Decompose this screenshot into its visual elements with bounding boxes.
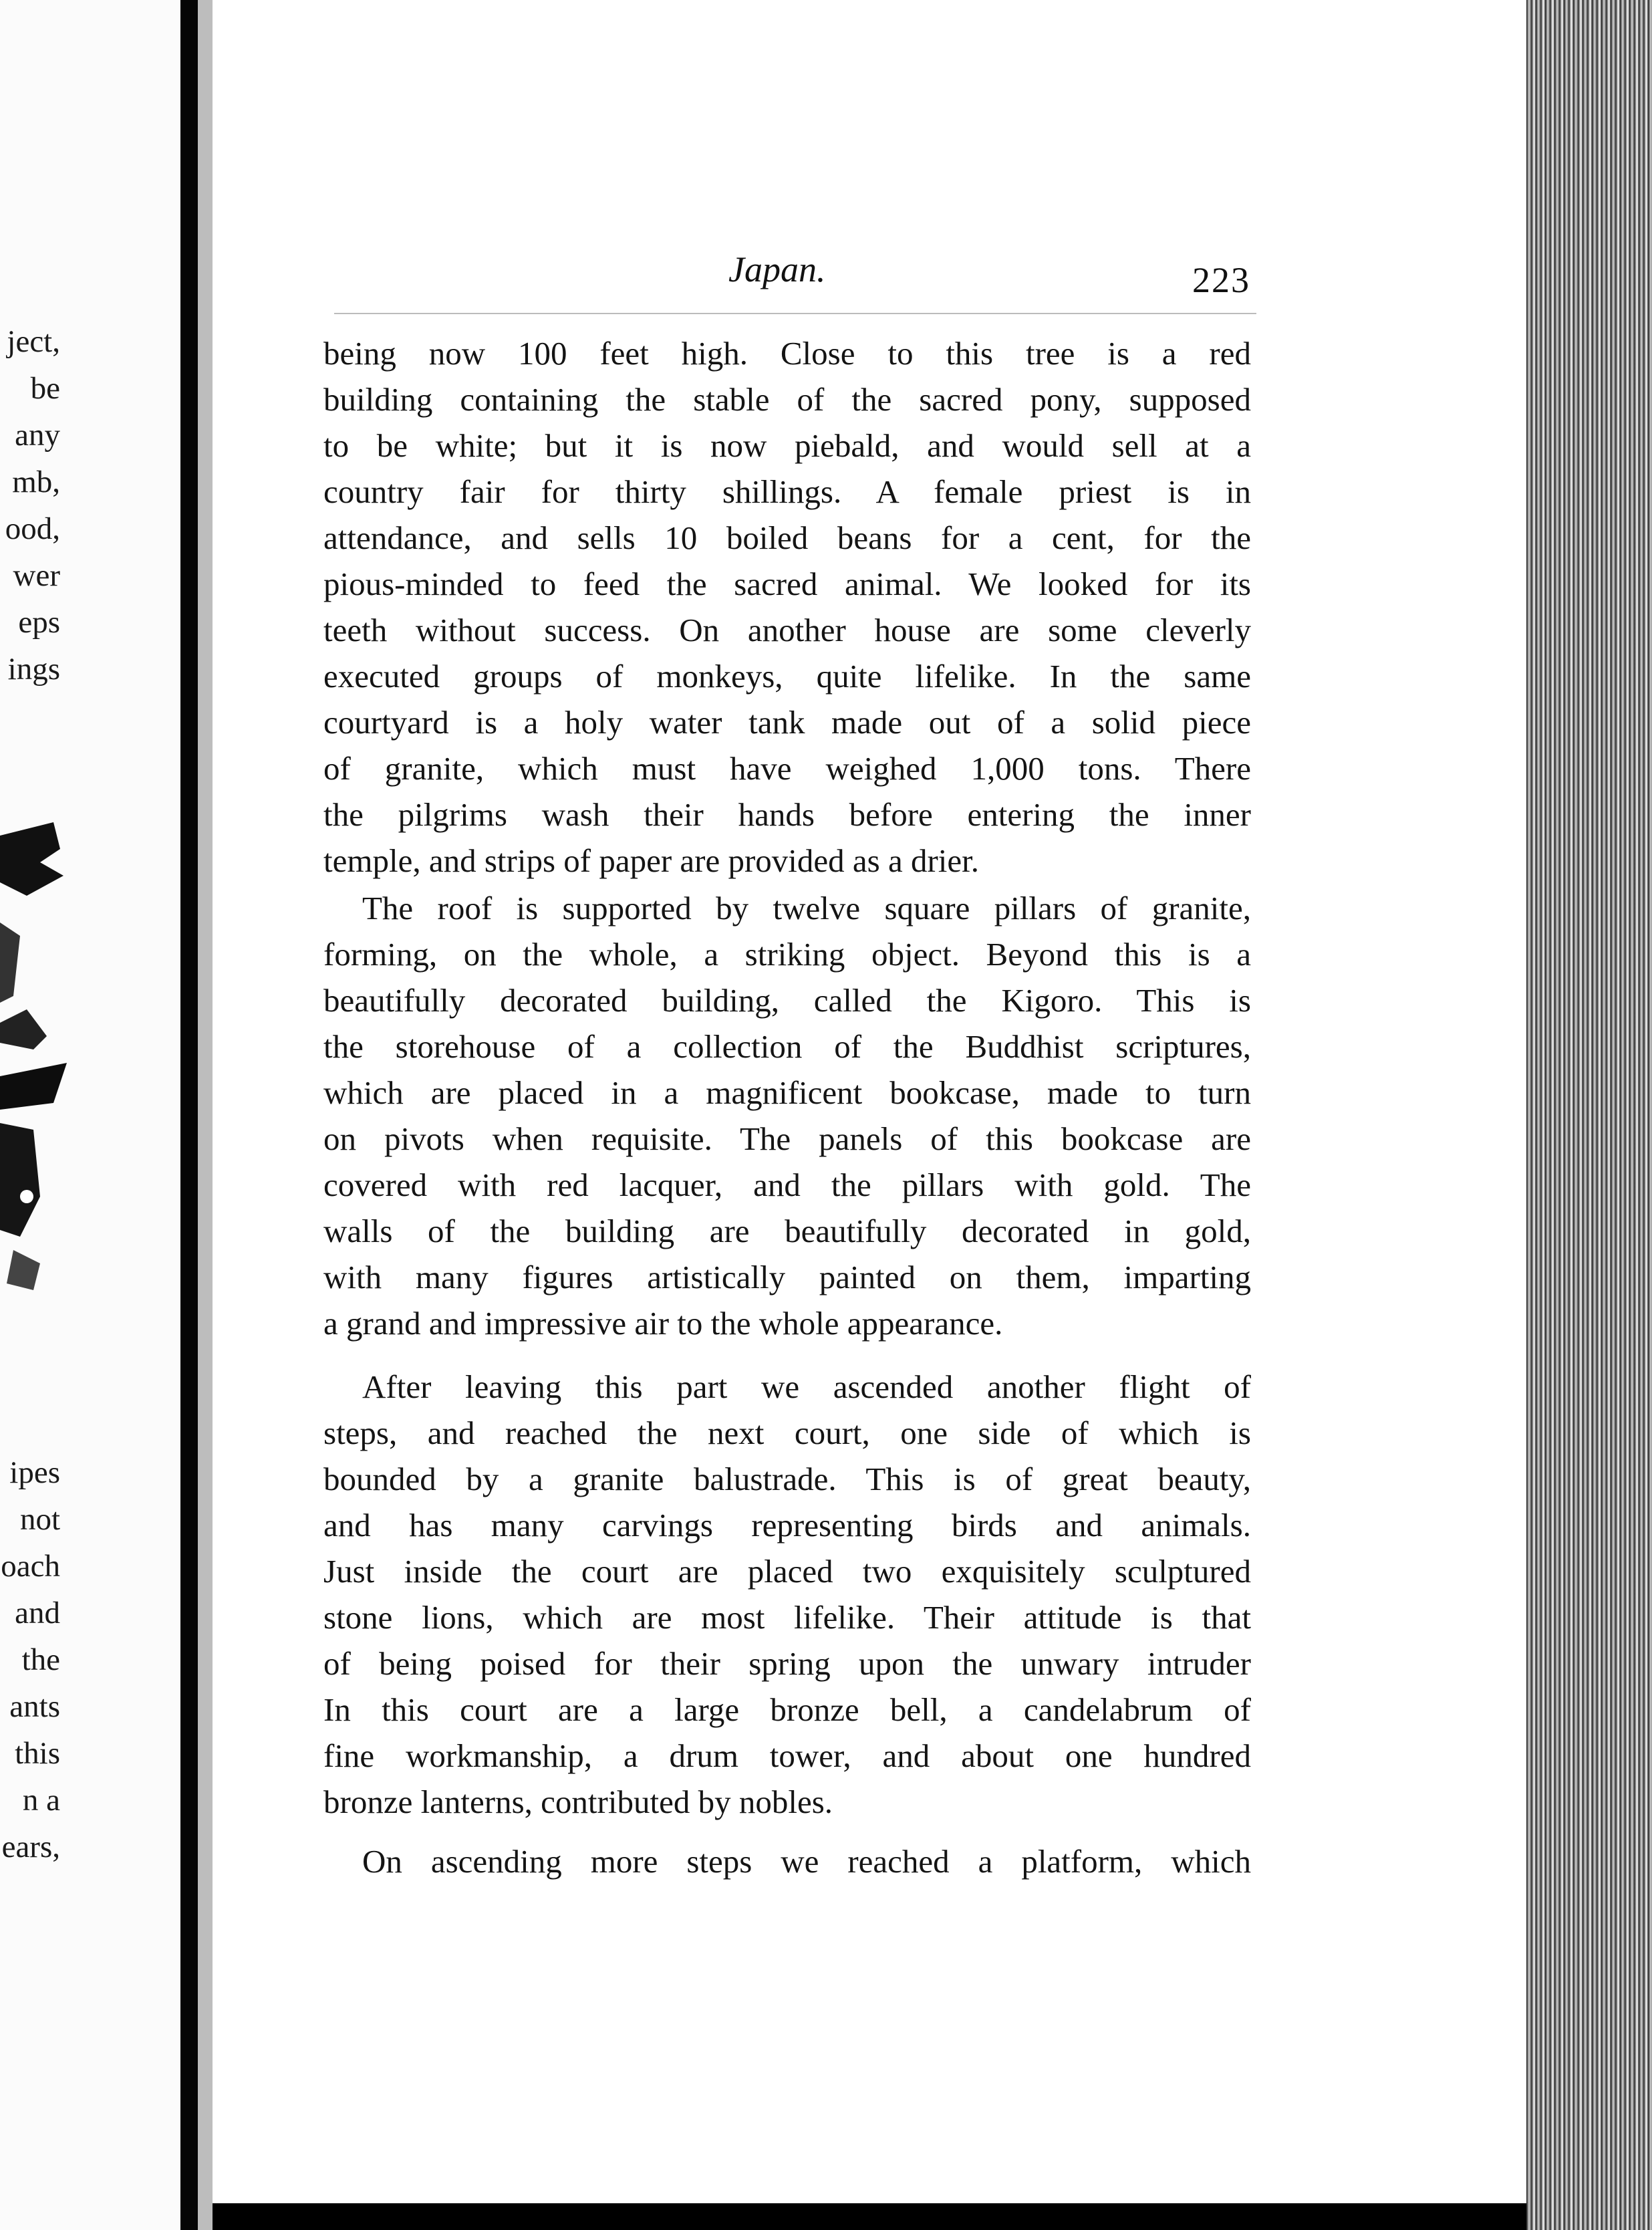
- header-rule: [334, 313, 1256, 314]
- text-line: Just inside the court are placed two exquisitely sculptured: [323, 1553, 1251, 1590]
- text-line: attendance, and sells 10 boiled beans for a cent, for the: [323, 519, 1251, 556]
- left-page-line: mb,: [12, 465, 60, 499]
- text-line: to be white; but it is now piebald, and would sell at a: [323, 427, 1251, 464]
- left-page-line: ject,: [7, 324, 60, 359]
- left-page-line: any: [15, 418, 60, 453]
- text-line: stone lions, which are most lifelike. Their attitude is that: [323, 1599, 1251, 1636]
- text-line: forming, on the whole, a striking object. Beyond this is a: [323, 936, 1251, 973]
- text-line: courtyard is a holy water tank made out of a solid piece: [323, 704, 1251, 741]
- text-line: bounded by a granite balustrade. This is of great beauty,: [323, 1461, 1251, 1497]
- text-line: the pilgrims wash their hands before entering the inner: [323, 796, 1251, 833]
- text-line: bronze lanterns, contributed by nobles.: [323, 1783, 833, 1820]
- left-page-line: n a: [22, 1783, 60, 1818]
- text-line: covered with red lacquer, and the pillars with gold. The: [323, 1166, 1251, 1203]
- left-page-line: wer: [13, 558, 60, 593]
- left-page-line: and: [15, 1596, 60, 1630]
- page-number: 223: [1192, 260, 1250, 300]
- text-line: with many figures artistically painted on them, imparting: [323, 1259, 1251, 1295]
- left-page-line: ings: [7, 652, 60, 687]
- text-line: the storehouse of a collection of the Buddhist scriptures,: [323, 1028, 1251, 1065]
- left-page-line: not: [19, 1502, 60, 1537]
- left-page-line: ood,: [5, 511, 60, 546]
- text-line: teeth without success. On another house are some cleverly: [323, 612, 1251, 648]
- text-line: walls of the building are beautifully decorated in gold,: [323, 1213, 1251, 1249]
- text-line: The roof is supported by twelve square pillars of granite,: [362, 890, 1251, 926]
- text-line: After leaving this part we ascended another flight of: [362, 1368, 1251, 1405]
- text-line: steps, and reached the next court, one side of which is: [323, 1414, 1251, 1451]
- text-line: temple, and strips of paper are provided as a drier.: [323, 842, 980, 879]
- text-line: fine workmanship, a drum tower, and about one hundred: [323, 1737, 1251, 1774]
- left-page-line: ipes: [9, 1455, 60, 1490]
- left-page-line: this: [15, 1736, 60, 1771]
- running-header-title: Japan.: [728, 249, 826, 289]
- text-line: and has many carvings representing birds and animals.: [323, 1507, 1251, 1543]
- text-line: In this court are a large bronze bell, a candelabrum of: [323, 1691, 1251, 1728]
- left-page-line: be: [30, 371, 60, 406]
- left-page-line: oach: [1, 1549, 60, 1584]
- text-line: pious-minded to feed the sacred animal. We looked for its: [323, 566, 1251, 602]
- text-line: of being poised for their spring upon the unwary intruder: [323, 1645, 1251, 1682]
- text-line: on pivots when requisite. The panels of this bookcase are: [323, 1120, 1251, 1157]
- left-page-line: eps: [18, 605, 60, 640]
- text-line: being now 100 feet high. Close to this tree is a red: [323, 335, 1251, 372]
- text-line: On ascending more steps we reached a platform, which: [362, 1843, 1251, 1880]
- text-line: which are placed in a magnificent bookcase, made to turn: [323, 1074, 1251, 1111]
- facing-page-left: [0, 0, 180, 2230]
- bottom-shadow: [213, 2203, 1526, 2230]
- book-page-edges: [1526, 0, 1652, 2230]
- left-page-line: ears,: [1, 1830, 60, 1864]
- text-line: beautifully decorated building, called the Kigoro. This is: [323, 982, 1251, 1019]
- left-page-line: the: [21, 1642, 60, 1677]
- text-line: of granite, which must have weighed 1,000 tons. There: [323, 750, 1251, 787]
- text-line: country fair for thirty shillings. A female priest is in: [323, 473, 1251, 510]
- text-line: a grand and impressive air to the whole appearance.: [323, 1305, 1003, 1342]
- text-line: building containing the stable of the sacred pony, supposed: [323, 381, 1251, 418]
- left-page-line: ants: [9, 1689, 60, 1724]
- text-line: executed groups of monkeys, quite lifelike. In the same: [323, 658, 1251, 695]
- engraving-fragment: [0, 822, 74, 1304]
